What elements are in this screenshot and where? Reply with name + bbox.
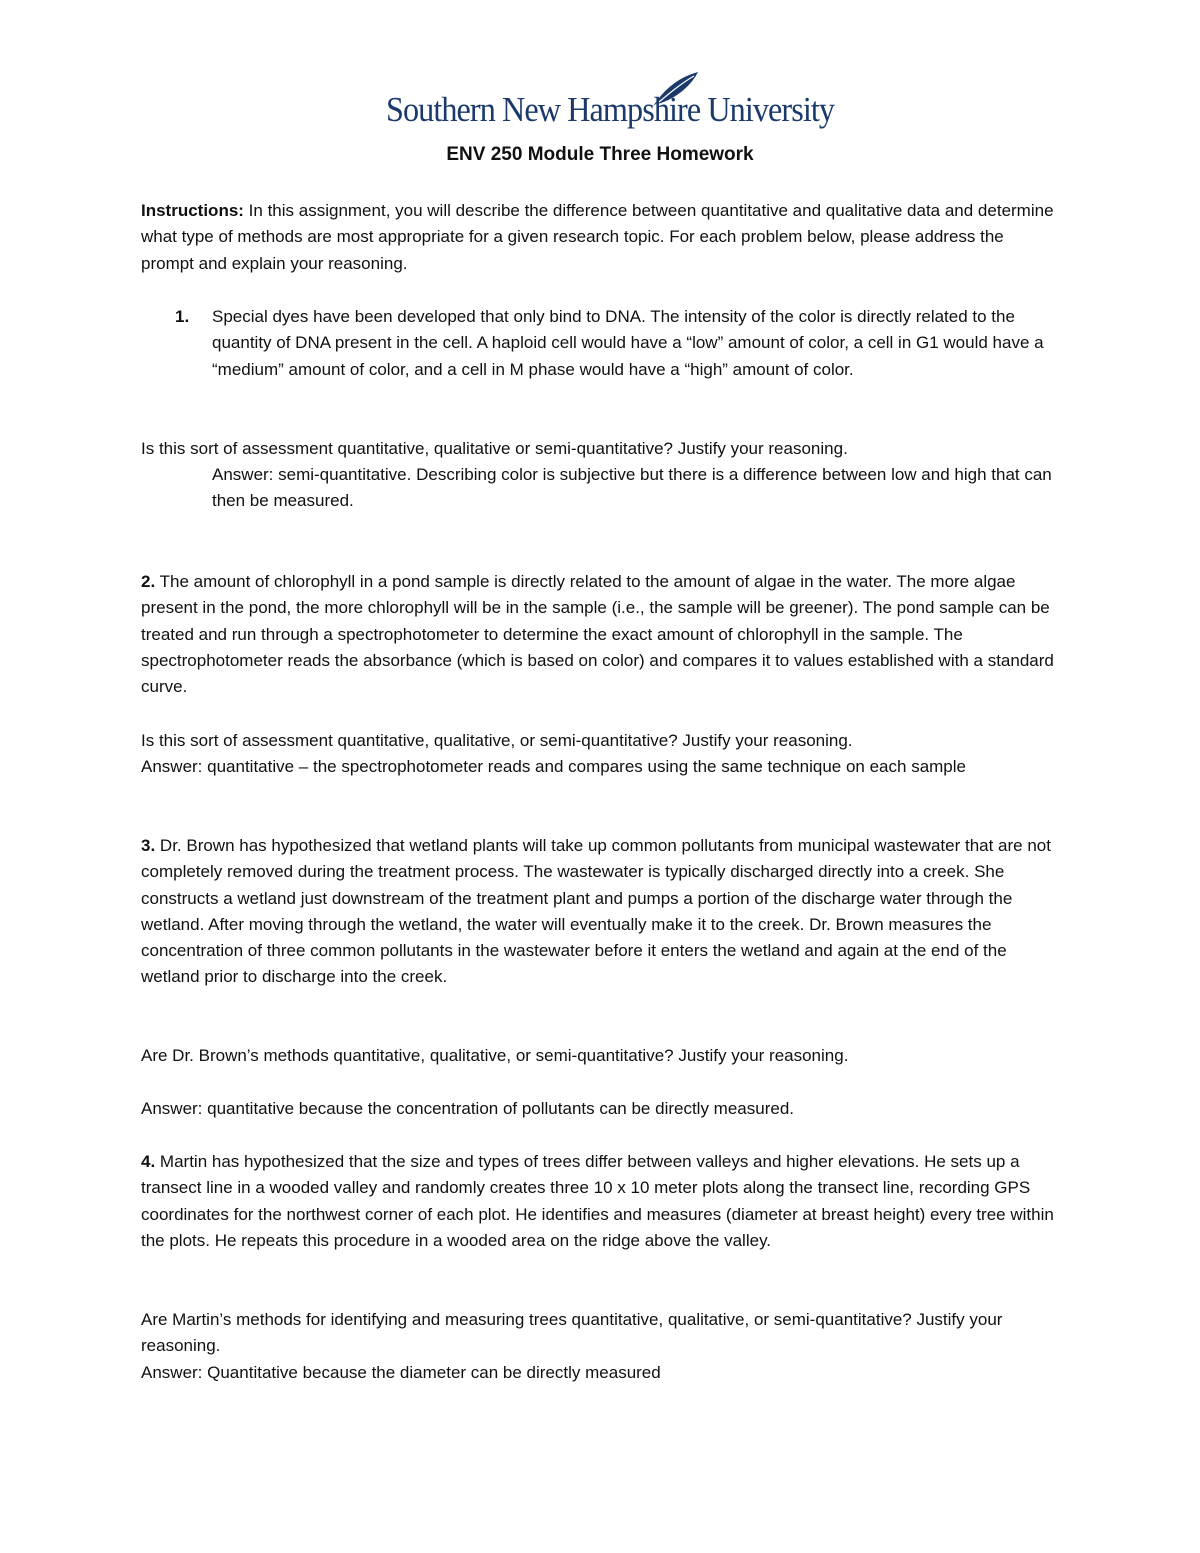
question-2-body: The amount of chlorophyll in a pond sample is directly related to the amount of algae in the water. The more algae present in the pond, the more chlorophyll will be in the sample (i.e., the sample will be greener). The pond sample can be treated and run through a spectrophotometer to determine the exact amount of chlorophyll in the sample. The spectrophotometer reads the absorbance (which is based on color) and compares it to values established with a standard curve. — [141, 572, 1054, 697]
question-3-answer: Answer: quantitative because the concentration of pollutants can be directly measured. — [141, 1099, 794, 1118]
question-2-prompt: Is this sort of assessment quantitative, qualitative, or semi-quantitative? Justify your reasoning. — [141, 731, 853, 750]
question-1-answer: Answer: semi-quantitative. Describing color is subjective but there is a difference between low and high that can then be measured. — [212, 465, 1052, 511]
question-1-prompt: Is this sort of assessment quantitative, qualitative or semi-quantitative? Justify your reasoning. — [141, 439, 848, 458]
question-4-number: 4. — [141, 1152, 156, 1171]
question-2-text — [141, 569, 1061, 700]
question-3-number: 3. — [141, 836, 156, 855]
instructions-text: In this assignment, you will describe the difference between quantitative and qualitative data and determine what type of methods are most appropriate for a given research topic. For each problem below, please address the prompt and explain your reasoning. — [141, 201, 1054, 273]
question-3-body: Dr. Brown has hypothesized that wetland plants will take up common pollutants from municipal wastewater that are not completely removed during the treatment process. The wastewater is typically discharged directly into a creek. She constructs a wetland just downstream of the treatment plant and pumps a portion of the discharge water through the wetland. After moving through the wetland, the water will eventually make it to the creek. Dr. Brown measures the concentration of three common pollutants in the wastewater before it enters the wetland and again at the end of the wetland prior to discharge into the creek. — [141, 836, 1051, 987]
question-4-prompt: Are Martin’s methods for identifying and measuring trees quantitative, qualitative, or semi-quantitative? Justify your reasoning. — [141, 1310, 1003, 1356]
question-4-body: Martin has hypothesized that the size and types of trees differ between valleys and higher elevations. He sets up a transect line in a wooded valley and randomly creates three 10 x 10 meter plots along the transect line, recording GPS coordinates for the northwest corner of each plot. He identifies and measures (diameter at breast height) every tree within the plots. He repeats this procedure in a wooded area on the ridge above the valley. — [141, 1152, 1054, 1250]
page-title: ENV 250 Module Three Homework — [446, 144, 754, 165]
logo-wordmark: Southern New Hampshire University — [386, 90, 835, 129]
question-2-number: 2. — [141, 572, 156, 591]
question-1-text: Special dyes have been developed that only bind to DNA. The intensity of the color is directly related to the quantity of DNA present in the cell. A haploid cell would have a “low” amount of color, a cell in G1 would have a “medium” amount of color, and a cell in M phase would have a “high” amount of color. — [212, 307, 1044, 379]
instructions-label: Instructions: — [141, 201, 244, 220]
question-1-number: 1. — [175, 307, 190, 326]
instructions-paragraph — [141, 198, 1061, 277]
question-3-text — [141, 833, 1061, 991]
question-4-text — [141, 1149, 1061, 1254]
question-4-answer: Answer: Quantitative because the diameter can be directly measured — [141, 1363, 661, 1382]
question-3-prompt: Are Dr. Brown’s methods quantitative, qualitative, or semi-quantitative? Justify your reasoning. — [141, 1046, 849, 1065]
question-2-answer: Answer: quantitative – the spectrophotometer reads and compares using the same technique on each sample — [141, 757, 966, 776]
university-logo — [386, 70, 835, 136]
